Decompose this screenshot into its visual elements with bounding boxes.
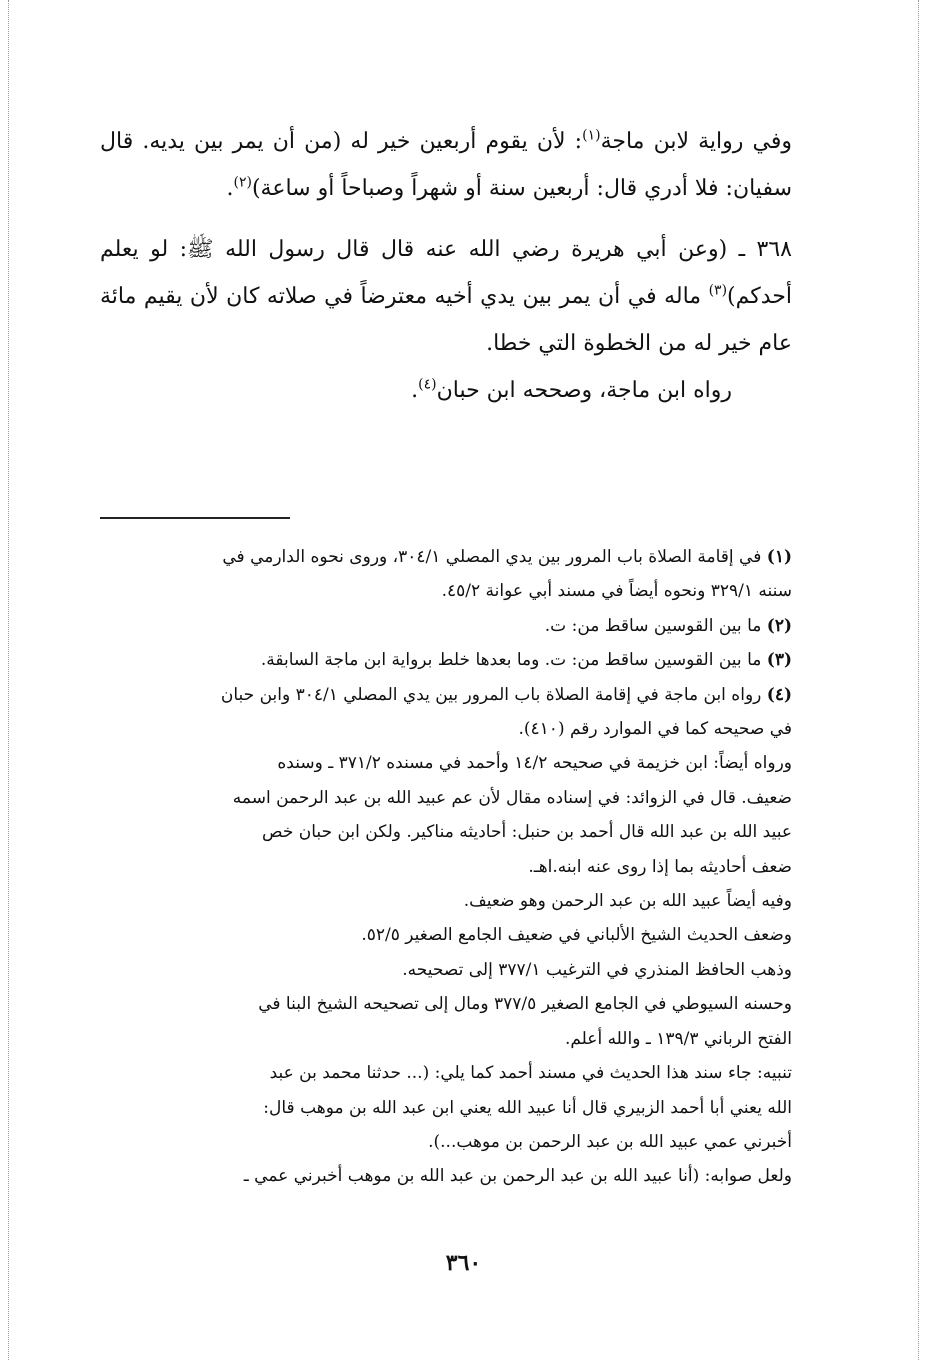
footnote-line: وضعف الحديث الشيخ الألباني في ضعيف الجامع الصغير ٥٢/٥. xyxy=(361,925,792,946)
text: ماله في أن يمر بين يدي أخيه معترضاً في صلاته كان لأن يقيم مائة عام خير له من الخطوة التي خطا. xyxy=(100,284,792,356)
footnote-line: وذهب الحافظ المنذري في الترغيب ٣٧٧/١ إلى تصحيحه. xyxy=(402,959,792,980)
footnote-line: عبيد الله بن عبد الله قال أحمد بن حنبل: أحاديثه مناكير. ولكن ابن حبان خص xyxy=(262,822,792,843)
right-margin-dots xyxy=(918,0,919,1360)
footnote-number: (٢) xyxy=(766,615,792,636)
footnote-line: ولعل صوابه: (أنا عبيد الله بن عبد الرحمن بن عبد الله بن موهب أخبرني عمي ـ xyxy=(243,1166,792,1187)
text: . xyxy=(226,176,234,201)
footnote-line: وحسنه السيوطي في الجامع الصغير ٣٧٧/٥ ومال إلى تصحيحه الشيخ البنا في xyxy=(258,994,792,1015)
main-text xyxy=(100,118,792,414)
footnote-2 xyxy=(100,609,792,643)
footnote-separator xyxy=(100,517,290,519)
footnote-text: في إقامة الصلاة باب المرور بين يدي المصلي ٣٠٤/١، وروى نحوه الدارمي في xyxy=(222,547,767,567)
footnote-line: أخبرني عمي عبيد الله بن عبد الرحمن بن موهب...). xyxy=(428,1131,792,1152)
text: . xyxy=(411,378,419,403)
footnote-ref: (٢) xyxy=(233,174,252,191)
paragraph-ibn-majah xyxy=(100,118,792,212)
paragraph-hadith-368 xyxy=(100,226,792,367)
text: وفي رواية لابن ماجة xyxy=(600,129,793,154)
footnote-line: ورواه أيضاً: ابن خزيمة في صحيحه ١٤/٢ وأحمد في مسنده ٣٧١/٢ ـ وسنده xyxy=(277,753,792,774)
footnote-ref: (٤) xyxy=(418,376,437,393)
footnote-4-cont: في صحيحه كما في الموارد رقم (٤١٠). xyxy=(518,719,792,740)
text: ٣٦٨ ـ (وعن أبي هريرة رضي الله عنه قال قال رسول الله ﷺ: لو يعلم أحدكم) xyxy=(100,237,792,309)
text: : لأن يقوم أربعين خير له (من أن يمر بين يديه. قال سفيان: فلا أدري قال: أربعين سنة أو شهراً وصباحاً أو ساعة) xyxy=(100,129,792,201)
footnote-3 xyxy=(100,643,792,677)
footnote-line: وفيه أيضاً عبيد الله بن عبد الرحمن وهو ضعيف. xyxy=(463,891,792,912)
footnote-1-cont: سننه ٣٢٩/١ ونحوه أيضاً في مسند أبي عوانة ٤٥/٢. xyxy=(441,581,792,602)
footnote-number: (٤) xyxy=(766,684,792,705)
paragraph-narration xyxy=(100,367,792,414)
footnote-text: ما بين القوسين ساقط من: ت. xyxy=(544,615,767,636)
footnote-1 xyxy=(100,540,792,574)
footnote-line: تنبيه: جاء سند هذا الحديث في مسند أحمد كما يلي: (... حدثنا محمد بن عبد xyxy=(269,1063,792,1084)
footnote-number: (١) xyxy=(766,547,792,567)
footnote-ref: (١) xyxy=(582,127,601,144)
footnote-line: الله يعني أبا أحمد الزبيري قال أنا عبيد الله يعني ابن عبد الله بن موهب قال: xyxy=(263,1097,792,1118)
text: رواه ابن ماجة، وصححه ابن حبان xyxy=(436,378,732,403)
footnote-text: ما بين القوسين ساقط من: ت. وما بعدها خلط برواية ابن ماجة السابقة. xyxy=(260,650,767,671)
footnote-line: الفتح الرباني ١٣٩/٣ ـ والله أعلم. xyxy=(564,1028,792,1049)
page-number: ٣٦٠ xyxy=(445,1250,482,1276)
footnote-ref: (٣) xyxy=(708,282,728,299)
footnote-text: رواه ابن ماجة في إقامة الصلاة باب المرور بين يدي المصلي ٣٠٤/١ وابن حبان xyxy=(220,684,767,705)
footnote-line: ضعف أحاديثه بما إذا روى عنه ابنه.اهـ. xyxy=(528,856,792,877)
footnote-number: (٣) xyxy=(766,650,792,671)
footnote-line: ضعيف. قال في الزوائد: في إسناده مقال لأن عم عبيد الله بن عبد الرحمن اسمه xyxy=(232,787,792,808)
footnote-4 xyxy=(100,678,792,712)
footnotes xyxy=(100,540,792,1194)
left-margin-dots xyxy=(8,0,9,1360)
